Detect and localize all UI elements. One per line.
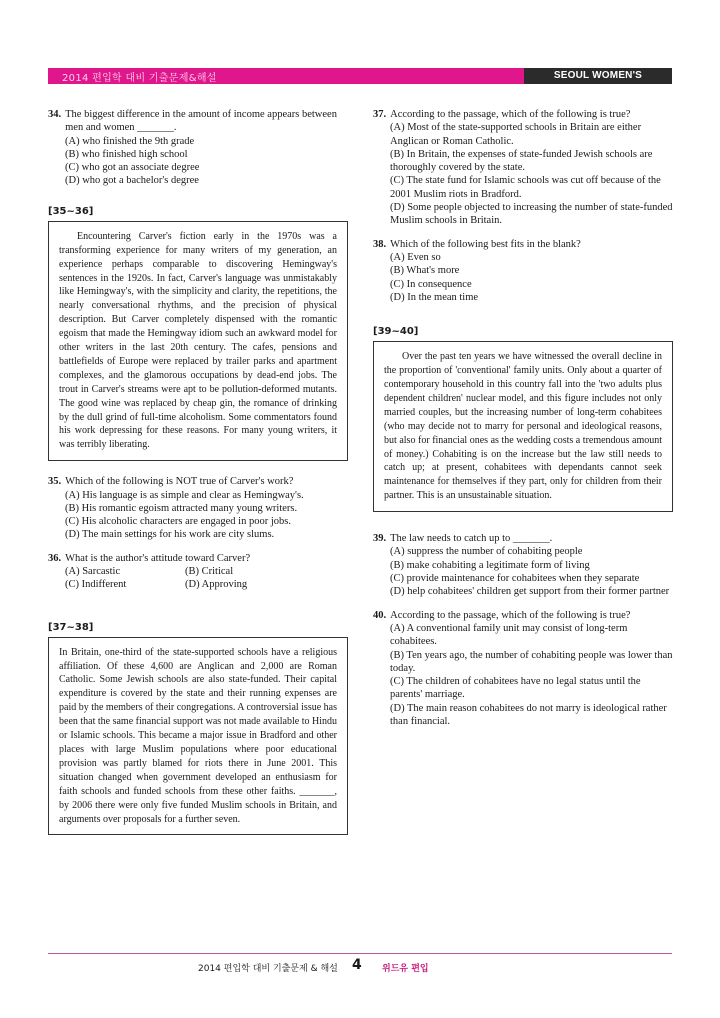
option-a: (A) Sarcastic xyxy=(65,566,121,578)
question-number: 37. xyxy=(373,109,387,120)
option-b: (B) Critical xyxy=(185,566,234,578)
question-36 xyxy=(48,552,348,592)
option-b: (B) Ten years ago, the number of cohabiting people was lower than today. xyxy=(390,649,673,674)
option-c: (C) Indifferent xyxy=(65,579,127,591)
question-39 xyxy=(373,532,673,598)
option-b: (B) His romantic egoism attracted many young writers. xyxy=(65,502,298,514)
page-number: 4 xyxy=(352,957,362,973)
option-b: (B) What's more xyxy=(390,265,460,277)
left-column xyxy=(48,108,348,835)
option-a: (A) Most of the state-supported schools in Britain are either Anglican or Roman Catholic. xyxy=(390,122,642,147)
header-university: SEOUL WOMEN'S UNIVERSITY xyxy=(524,68,672,84)
question-40 xyxy=(373,609,673,729)
section-label-37-38: [37~38] xyxy=(48,621,94,633)
question-number: 39. xyxy=(373,533,387,545)
question-number: 35. xyxy=(48,476,62,488)
section-label-39-40: [39~40] xyxy=(373,326,419,338)
option-d: (D) The main settings for his work are city slums. xyxy=(65,529,275,541)
option-d: (D) help cohabitees' children get support from their former partner xyxy=(390,586,670,598)
option-d: (D) Some people objected to increasing the number of state-funded Muslim schools in Britain. xyxy=(390,202,673,227)
option-d: (D) Approving xyxy=(185,579,248,591)
option-c: (C) In consequence xyxy=(390,278,472,290)
option-a: (A) Even so xyxy=(390,251,441,263)
passage-text: Encountering Carver's fiction early in the 1970s was a transforming experience for many writers of my generation, an experience perhaps comparable to discovering Hemingway's sentences in the 1920s. In fact, Carver's language was unmistakably like Hemingway's, with the simplicity and clarity, the repetitions, the nearly conversational rhythms, and the precision of physical description. But Carver completely dispensed with the romantic egoism that made the Hemingway idiom such an awkward model for other writers in the last 20th century. The cafes, pensions and battlefields of Europe were replaced by trailer parks and apartment complexes, and the glamorous occupations by dead-end jobs. The trout in Carver's streams were apt to be pollution-deformed mutants. The good wine was replaced by cheap gin, the romance of drinking by the dull grind of full-time alcoholism. Some commentators found his work depressing for these reasons. For many young writers, it was terribly liberating. xyxy=(59,230,337,451)
option-c: (C) The children of cohabitees have no legal status until the parents' marriage. xyxy=(390,676,641,701)
question-35 xyxy=(48,475,348,541)
option-a: (A) who finished the 9th grade xyxy=(65,135,195,147)
question-number: 34. xyxy=(48,109,62,120)
question-stem: Which of the following is NOT true of Carver's work? xyxy=(65,476,294,488)
question-stem: The biggest difference in the amount of income appears between men and women _______. xyxy=(65,109,337,134)
option-c: (C) who got an associate degree xyxy=(65,162,200,174)
option-a: (A) A conventional family unit may consist of long-term cohabitees. xyxy=(390,622,628,648)
option-c: (C) His alcoholic characters are engaged in poor jobs. xyxy=(65,516,291,528)
footer-brand: 위드유 편입 xyxy=(382,964,429,974)
passage-text: Over the past ten years we have witnessed the overall decline in the proportion of 'conventional' family units. Only about a quarter of contemporary household in this country fall into the 'two adults plus dependent children' nuclear model, and this figure includes not only married couples, but the increasing number of long-term cohabitees (who may decide not to marry for personal and ideological reasons, but also for financial ones as the wedding costs a tremendous amount of money.) Cohabiting is on the increase but the law still needs to catch up; at present, cohabitees with dependants cannot seek maintenance for themselves if they part, only for children from their partner. This is an unsustainable situation. xyxy=(384,351,662,502)
question-stem: Which of the following best fits in the blank? xyxy=(390,238,581,250)
option-b: (B) who finished high school xyxy=(65,148,188,160)
option-d: (D) In the mean time xyxy=(390,291,479,303)
footer-divider xyxy=(48,953,672,954)
right-column xyxy=(373,108,673,738)
footer-title: 2014 편입학 대비 기출문제 & 해설 xyxy=(198,964,338,974)
question-stem: According to the passage, which of the following is true? xyxy=(390,609,631,621)
question-number: 36. xyxy=(48,552,62,564)
section-label-35-36: [35~36] xyxy=(48,205,94,217)
passage-box-37-38 xyxy=(48,637,348,836)
page-header xyxy=(48,68,672,97)
option-a: (A) His language is as simple and clear as Hemingway's. xyxy=(65,489,304,501)
passage-text: In Britain, one-third of the state-supported schools have a religious affiliation. Of these 4,600 are Anglican and 2,000 are Roman Catholic. Some Jewish schools are also state-funded. Their capital expenditure is covered by the state and their running expenses are paid by the members of their congregations. A controversial issue has been that the same financial support was not made available to Hindu or Islamic schools. This became a major issue in Bradford and other places with large Muslim populations where poor educational provision was partly blamed for riots there in June 2001. This situation changed when government developed an enthusiasm for faith schools and funded schools from these other faiths. _______, by 2006 there were only five funded Muslim schools in Britain, and arguments over proposals for a further seven. xyxy=(59,646,337,825)
option-c: (C) provide maintenance for cohabitees when they separate xyxy=(390,573,640,585)
question-number: 38. xyxy=(373,238,387,250)
option-c: (C) The state fund for Islamic schools was cut off because of the 2001 Muslim riots in Bradford. xyxy=(390,175,661,200)
question-34 xyxy=(48,108,348,188)
option-a: (A) suppress the number of cohabiting people xyxy=(390,546,583,558)
question-stem: What is the author's attitude toward Carver? xyxy=(65,552,251,564)
question-number: 40. xyxy=(373,609,387,621)
header-left-title: 2014 편입학 대비 기출문제&해설 xyxy=(62,73,217,84)
question-stem: According to the passage, which of the following is true? xyxy=(390,109,631,120)
passage-box-35-36 xyxy=(48,221,348,462)
option-d: (D) who got a bachelor's degree xyxy=(65,175,199,187)
option-d: (D) The main reason cohabitees do not marry is ideological rather than financial. xyxy=(390,702,667,727)
option-b: (B) make cohabiting a legitimate form of living xyxy=(390,559,590,571)
passage-box-39-40 xyxy=(373,341,673,512)
option-b: (B) In Britain, the expenses of state-funded Jewish schools are thoroughly covered by the state. xyxy=(390,148,653,174)
question-38 xyxy=(373,238,673,304)
question-stem: The law needs to catch up to _______. xyxy=(390,533,553,545)
question-37 xyxy=(373,108,673,228)
